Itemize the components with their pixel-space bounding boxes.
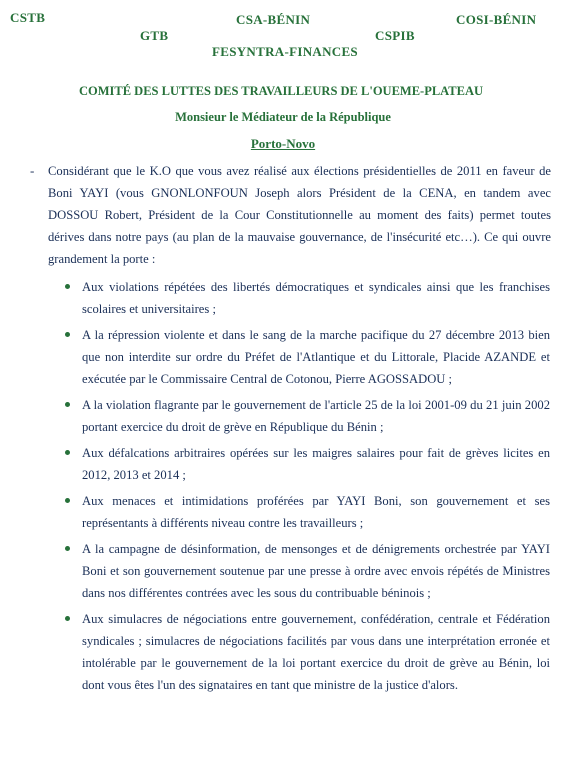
list-item-text: A la violation flagrante par le gouvernement de l'article 25 de la loi 2001-09 du 21 juin 2002 portant exercice du droit de grève en République du Bénin ;	[82, 398, 550, 434]
list-item	[82, 490, 550, 534]
org-csa-benin: CSA-BÉNIN	[236, 12, 311, 27]
intro-dash: -	[30, 163, 35, 178]
list-item	[82, 442, 550, 486]
list-item-text: A la répression violente et dans le sang de la marche pacifique du 27 décembre 2013 bien que non interdite sur ordre du Préfet de l'Atlantique et du Littorale, Placide AZANDE et exécutée par le Commissaire Central de Cotonou, Pierre AGOSSADOU ;	[82, 328, 550, 386]
grievance-list	[82, 276, 550, 700]
bullet-icon	[65, 546, 70, 551]
list-item-text: Aux défalcations arbitraires opérées sur les maigres salaires pour fait de grèves licites en 2012, 2013 et 2014 ;	[82, 446, 550, 482]
org-cstb: CSTB	[10, 10, 46, 25]
bullet-icon	[65, 498, 70, 503]
list-item-text: Aux violations répétées des libertés démocratiques et syndicales ainsi que les franchises scolaires et universitaires ;	[82, 280, 550, 316]
list-item-text: A la campagne de désinformation, de mensonges et de dénigrements orchestrée par YAYI Boni et son gouvernement soutenue par une presse à ordre avec envois répétés de Ministres dans nos différentes contrées avec les sous du contribuable béninois ;	[82, 542, 550, 600]
org-fesyntra-finances: FESYNTRA-FINANCES	[212, 44, 358, 59]
org-cosi-benin: COSI-BÉNIN	[456, 12, 537, 27]
list-item-text: Aux simulacres de négociations entre gouvernement, confédération, centrale et Fédération syndicales ; simulacres de négociations facilités par vous dans une interprétation erronée et intolérable par le gouvernement de la loi portant exercice du droit de grève au Bénin, loi dont vous êtes l'un des signataires en tant que ministre de la justice d'alors.	[82, 612, 550, 692]
bullet-icon	[65, 450, 70, 455]
list-item	[82, 394, 550, 438]
addressee: Monsieur le Médiateur de la République	[175, 110, 391, 124]
bullet-icon	[65, 616, 70, 621]
org-cspib: CSPIB	[375, 28, 415, 43]
list-item-text: Aux menaces et intimidations proférées par YAYI Boni, son gouvernement et ses représentants à différents niveau contre les travailleurs ;	[82, 494, 550, 530]
list-item	[82, 538, 550, 604]
intro-paragraph: Considérant que le K.O que vous avez réalisé aux élections présidentielles de 2011 en faveur de Boni YAYI (vous GNONLONFOUN Joseph alors Président de la CENA, en tandem avec DOSSOU Robert, Président de la Cour Constitutionnelle au moment des faits) permet toutes dérives dans notre pays (au plan de la mauvaise gouvernance, de l'insécurité etc…). Ce qui ouvre grandement la porte :	[48, 164, 551, 266]
list-item	[82, 324, 550, 390]
bullet-icon	[65, 332, 70, 337]
list-item	[82, 276, 550, 320]
list-item	[82, 608, 550, 696]
city: Porto-Novo	[250, 136, 316, 151]
org-gtb: GTB	[140, 28, 169, 43]
bullet-icon	[65, 284, 70, 289]
committee-title: COMITÉ DES LUTTES DES TRAVAILLEURS DE L'OUEME-PLATEAU	[78, 84, 484, 98]
bullet-icon	[65, 402, 70, 407]
